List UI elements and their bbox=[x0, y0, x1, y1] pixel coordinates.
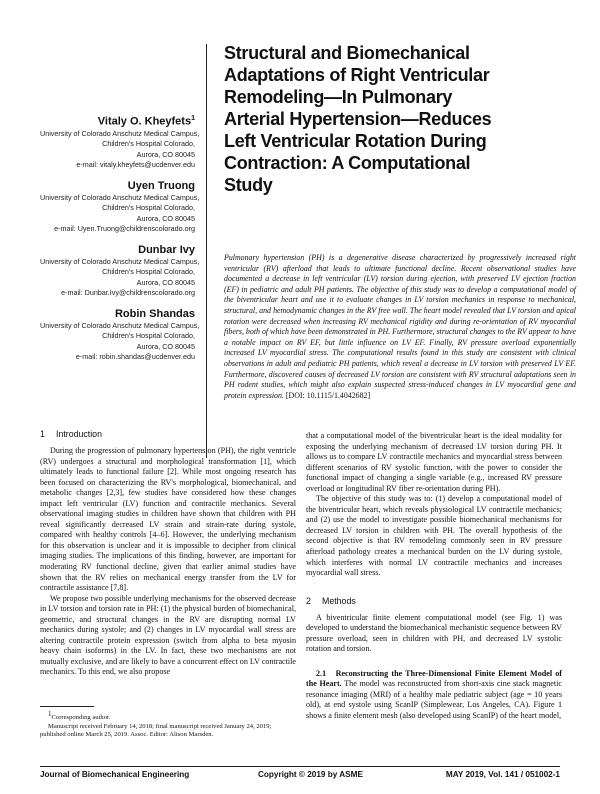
abstract bbox=[224, 253, 576, 401]
paragraph: The objective of this study was to: (1) develop a computational model of the biventricular heart, which reveals physiological LV contractile mechanics; and (2) use the model to investigate possible biomechanical mechanisms for decreased LV torsion in children with PH. The overall hypothesis of the second objective is that RV remodeling commonly seen in RV pressure afterload pathology creates a mechanical burden on the LV during systole, which interferes with normal LV contractile mechanics and increases myocardial wall stress. bbox=[306, 494, 562, 578]
author-email[interactable]: e-mail: Uyen.Truong@childrenscolorado.org bbox=[54, 224, 195, 234]
author-email[interactable]: e-mail: vitaly.kheyfets@ucdenver.edu bbox=[76, 160, 195, 170]
author-email[interactable]: e-mail: Dunbar.Ivy@childrenscolorado.org bbox=[61, 288, 195, 298]
author-list bbox=[40, 112, 200, 371]
header-divider bbox=[206, 44, 207, 458]
paragraph: that a computational model of the biventricular heart is the ideal modality for exposing the underlying mechanism of decreased LV torsion during PH. It allows us to compare LV contractile mechanics and myocardial stress between different scenarios of RV systolic function, with the power to consider the functional impact of changing a single variable (e.g., increased RV pressure overload or longitudinal RV fiber re-orientation during PH). bbox=[306, 431, 562, 493]
author-name: Robin Shandas bbox=[114, 307, 195, 320]
section-heading: 2 Methods bbox=[306, 595, 356, 606]
author-name: Vitaly O. Kheyfets$^1$ bbox=[97, 115, 195, 128]
author-name: Dunbar Ivy bbox=[138, 243, 195, 256]
paragraph: During the progression of pulmonary hypertension (PH), the right ventricle (RV) undergoes a structural and morphological transformation [1], which ultimately leads to functional failure [2]. While most ongoing research has been focused on characterizing the RV's morphological, biomechanical, and metabolic changes [2,3], few studies have considered how these changes impact left ventricular (LV) function and contractile mechanics. Several observational imaging studies in children have shown that children with PH reveal significantly decreased LV strain and strain-rate during systole, compared with healthy controls [4–6]. However, the underlying mechanism for this observation is unclear and it is impossible to decipher from clinical imaging studies. The implications of this finding, however, are important for moderating RV functional decline, given that earlier animal studies have shown that the RV relies on mechanical energy transfer from the LV for contractile assistance [7,8]. bbox=[40, 446, 296, 593]
author-affiliation: University of Colorado Anschutz Medical Campus, Children's Hospital Colorado, Aurora, CO 80045 e-mail: vitaly.kheyfets@ucdenver.edu bbox=[40, 128, 200, 170]
author-block bbox=[40, 112, 200, 171]
manuscript-dates: Manuscript received February 14, 2018; final manuscript received January 24, 2019; published online March 25, 2019. Assoc. Editor: Alison Marsden. bbox=[40, 722, 272, 739]
copyright-notice: Copyright © 2019 by ASME bbox=[258, 770, 363, 779]
author-block bbox=[40, 179, 200, 235]
author-name: Uyen Truong bbox=[127, 179, 195, 192]
author-block bbox=[40, 243, 200, 299]
footnote-rule bbox=[40, 706, 94, 707]
abstract-text: Pulmonary hypertension (PH) is a degenerative disease characterized by progressively increased right ventricular (RV) afterload that leads to ultimate functional decline. Recent observational studies have documented a decrease in left ventricular (LV) torsion during ejection, with preserved LV ejection fraction (EF) in pediatric and adult PH patients. The objective of this study was to develop a computational model of the biventricular heart and use it to evaluate changes in LV torsion mechanics in response to mechanical, structural, and hemodynamic changes in the RV free wall. The heart model revealed that LV torsion and apical rotation were decreased when increasing RV mechanical rigidity and during re-orientation of RV myocardial fibers, both of which have been demonstrated in PH. Furthermore, structural changes to the RV appear to have a notable impact on RV EF, but little influence on LV EF. Finally, RV pressure overload exponentially increased LV myocardial stress. The computational results found in this study are consistent with clinical observations in adult and pediatric PH patients, which reveal a decrease in LV torsion with preserved LV EF. Furthermore, discovered causes of decreased LV torsion are consistent with RV structural adaptations seen in PH rodent studies, which might also explain suspected stress-induced changes in LV myocardial gene and protein expression. bbox=[224, 253, 576, 400]
author-email[interactable]: e-mail: robin.shandas@ucdenver.edu bbox=[75, 352, 195, 362]
article-title: Structural and Biomechanical Adaptations of Right Ventricular Remodeling—In Pulmonary Arterial Hypertension—Reduces Left Ventricular Rotation During Contraction: A Computational Study bbox=[224, 43, 492, 195]
author-affiliation: University of Colorado Anschutz Medical Campus, Children's Hospital Colorado, Aurora, CO 80045 e-mail: Uyen.Truong@childrenscolorado.org bbox=[40, 192, 200, 234]
footer-rule bbox=[40, 766, 560, 767]
author-affiliation: University of Colorado Anschutz Medical Campus, Children's Hospital Colorado, Aurora, CO 80045 e-mail: Dunbar.Ivy@childrenscolorado.org bbox=[40, 256, 200, 298]
journal-name: Journal of Biomechanical Engineering bbox=[40, 770, 190, 779]
author-block bbox=[40, 307, 200, 363]
section-heading: 1 Introduction bbox=[40, 429, 102, 439]
doi-link[interactable]: [DOI: 10.1115/1.4042682] bbox=[285, 390, 371, 400]
author-affiliation: University of Colorado Anschutz Medical Campus, Children's Hospital Colorado, Aurora, CO 80045 e-mail: robin.shandas@ucdenver.edu bbox=[40, 320, 200, 362]
subsection-heading: 2.1 Reconstructing the Three-Dimensional Finite Element Model of the Heart. bbox=[306, 668, 562, 689]
body-column-right bbox=[306, 431, 562, 722]
paragraph: A biventricular finite element computational model (see Fig. 1) was developed to understand the biomechanical mechanistic sequence between RV pressure overload, seen in children with PH, and decreased LV systolic rotation and torsion. bbox=[306, 612, 562, 654]
issue-info: MAY 2019, Vol. 141 / 051002-1 bbox=[445, 770, 560, 779]
paragraph: We propose two possible underlying mechanisms for the observed decrease in LV torsion and torsion rate in PH: (1) the physical burden of biomechanical, geometric, and structural changes in the RV are disrupting normal LV mechanics during systole; and (2) changes in LV myocardial wall stress are altering contractile protein expression (switch from alpha to beta myosin heavy chain isoforms) in the LV. In fact, these two mechanisms are not mutually exclusive, and are likely to have a concurrent effect on LV contractile mechanics. To this end, we also propose bbox=[40, 593, 296, 677]
corresponding-mark: 1 bbox=[191, 115, 195, 122]
footnote bbox=[40, 706, 296, 740]
corresponding-note: 1Corresponding author. bbox=[48, 709, 111, 721]
body-column-left bbox=[40, 428, 296, 678]
subsection-paragraph: 2.1 Reconstructing the Three-Dimensional Finite Element Model of the Heart. The model was reconstructed from short-axis cine stack magnetic resonance imaging (MRI) of a healthy male pediatric subject (age = 10 years old), at end systole using ScanIP (Simplewear, Los Angeles, CA). Figure 1 shows a finite element mesh (also developed using ScanIP) of the heart model, bbox=[306, 668, 562, 721]
